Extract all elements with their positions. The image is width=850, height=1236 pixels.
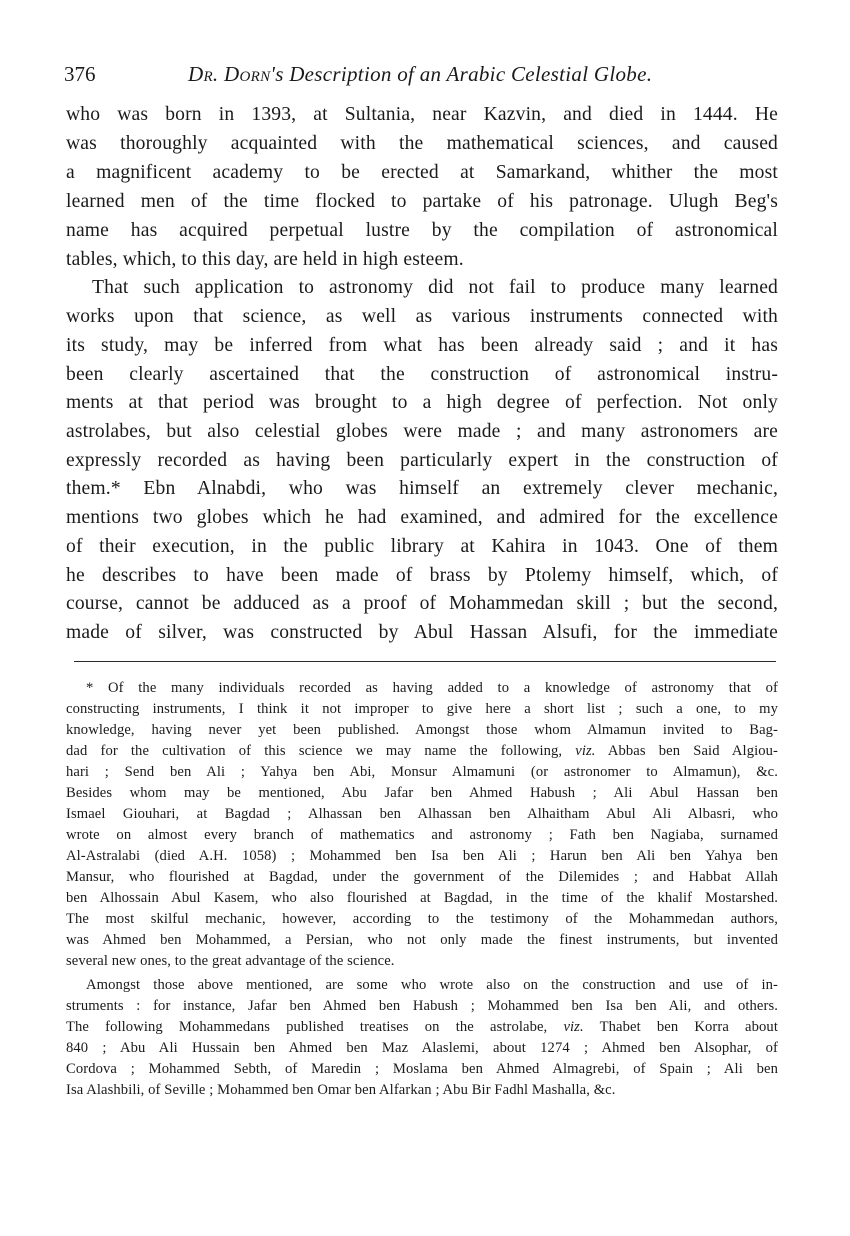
body-line: been clearly ascertained that the construction of astronomical instru- — [66, 364, 778, 385]
footnote-line: 840 ; Abu Ali Hussain ben Ahmed ben Maz Alaslemi, about 1274 ; Ahmed ben Alsophar, of — [66, 1040, 778, 1056]
footnote-line-text: dad for the cultivation of this science we may name the following, — [66, 743, 563, 759]
body-line: course, cannot be adduced as a proof of Mohammedan skill ; but the second, — [66, 593, 778, 614]
footnote-line: struments : for instance, Jafar ben Ahmed ben Habush ; Mohammed ben Isa ben Ali, and others. — [66, 998, 778, 1014]
body-line: name has acquired perpetual lustre by the compilation of astronomical — [66, 220, 778, 241]
body-line: was thoroughly acquainted with the mathematical sciences, and caused — [66, 133, 778, 154]
body-line: who was born in 1393, at Sultania, near Kazvin, and died in 1444. He — [66, 104, 778, 125]
footnote-line: Amongst those above mentioned, are some who wrote also on the construction and use of in- — [86, 977, 778, 993]
body-line: astrolabes, but also celestial globes were made ; and many astronomers are — [66, 421, 778, 442]
footnote-line — [66, 1019, 778, 1041]
footnote-divider — [74, 661, 776, 662]
page-header — [64, 62, 784, 92]
viz-abbreviation: viz. — [575, 743, 596, 759]
footnote-line: constructing instruments, I think it not improper to give here a short list ; such a one, to my — [66, 701, 778, 717]
body-line: he describes to have been made of brass by Ptolemy himself, which, of — [66, 565, 778, 586]
body-line: tables, which, to this day, are held in high esteem. — [66, 249, 464, 270]
footnote-line: wrote on almost every branch of mathematics and astronomy ; Fath ben Nagiaba, surnamed — [66, 827, 778, 843]
footnote-line: knowledge, having never yet been published. Amongst those whom Almamun invited to Bag- — [66, 722, 778, 738]
viz-abbreviation: viz. — [563, 1019, 584, 1035]
body-line: works upon that science, as well as various instruments connected with — [66, 306, 778, 327]
footnote-line-text: Abbas ben Said Algiou- — [607, 743, 778, 759]
body-line: That such application to astronomy did not fail to produce many learned — [92, 277, 778, 298]
footnote-line: Ismael Giouhari, at Bagdad ; Alhassan ben Alhassan ben Alhaitham Abul Ali Albasri, who — [66, 806, 778, 822]
footnote-line: was Ahmed ben Mohammed, a Persian, who not only made the finest instruments, but invented — [66, 932, 778, 948]
footnote-line-text: The following Mohammedans published treatises on the astrolabe, — [66, 1019, 548, 1035]
body-line: mentions two globes which he had examined, and admired for the excellence — [66, 507, 778, 528]
running-head-title: 's Description of an Arabic Celestial Globe. — [270, 62, 653, 86]
footnote-line: Cordova ; Mohammed Sebth, of Maredin ; Moslama ben Ahmed Almagrebi, of Spain ; Ali ben — [66, 1061, 778, 1077]
footnote-line: * Of the many individuals recorded as having added to a knowledge of astronomy that of — [86, 680, 778, 696]
footnote-line-text: Thabet ben Korra about — [599, 1019, 778, 1035]
body-line: expressly recorded as having been particularly expert in the construction of — [66, 450, 778, 471]
footnote-line: several new ones, to the great advantage of the science. — [66, 953, 395, 969]
body-line: of their execution, in the public library at Kahira in 1043. One of them — [66, 536, 778, 557]
body-line: a magnificent academy to be erected at Samarkand, whither the most — [66, 162, 778, 183]
body-line: its study, may be inferred from what has been already said ; and it has — [66, 335, 778, 356]
running-head-author: Dr. Dorn — [188, 62, 271, 86]
footnote-line: Besides whom may be mentioned, Abu Jafar ben Ahmed Habush ; Ali Abul Hassan ben — [66, 785, 778, 801]
footnote-line: Isa Alashbili, of Seville ; Mohammed ben Omar ben Alfarkan ; Abu Bir Fadhl Mashalla, &c. — [66, 1082, 616, 1098]
body-line: learned men of the time flocked to partake of his patronage. Ulugh Beg's — [66, 191, 778, 212]
footnote-line: The most skilful mechanic, however, according to the testimony of the Mohammedan authors, — [66, 911, 778, 927]
body-line: ments at that period was brought to a high degree of perfection. Not only — [66, 392, 778, 413]
body-line: made of silver, was constructed by Abul Hassan Alsufi, for the immediate — [66, 622, 778, 643]
running-head — [188, 62, 652, 87]
footnote-line: hari ; Send ben Ali ; Yahya ben Abi, Monsur Almamuni (or astronomer to Almamun), &c. — [66, 764, 778, 780]
footnote-line: ben Alhossain Abul Kasem, who also flourished at Bagdad, in the time of the khalif Mostarshed. — [66, 890, 778, 906]
footnote-line — [66, 743, 778, 765]
page-number: 376 — [64, 62, 96, 86]
body-line: them.* Ebn Alnabdi, who was himself an extremely clever mechanic, — [66, 478, 778, 499]
footnote-line: Al-Astralabi (died A.H. 1058) ; Mohammed ben Isa ben Ali ; Harun ben Ali ben Yahya ben — [66, 848, 778, 864]
footnote-line: Mansur, who flourished at Bagdad, under the government of the Dilemides ; and Habbat Allah — [66, 869, 778, 885]
